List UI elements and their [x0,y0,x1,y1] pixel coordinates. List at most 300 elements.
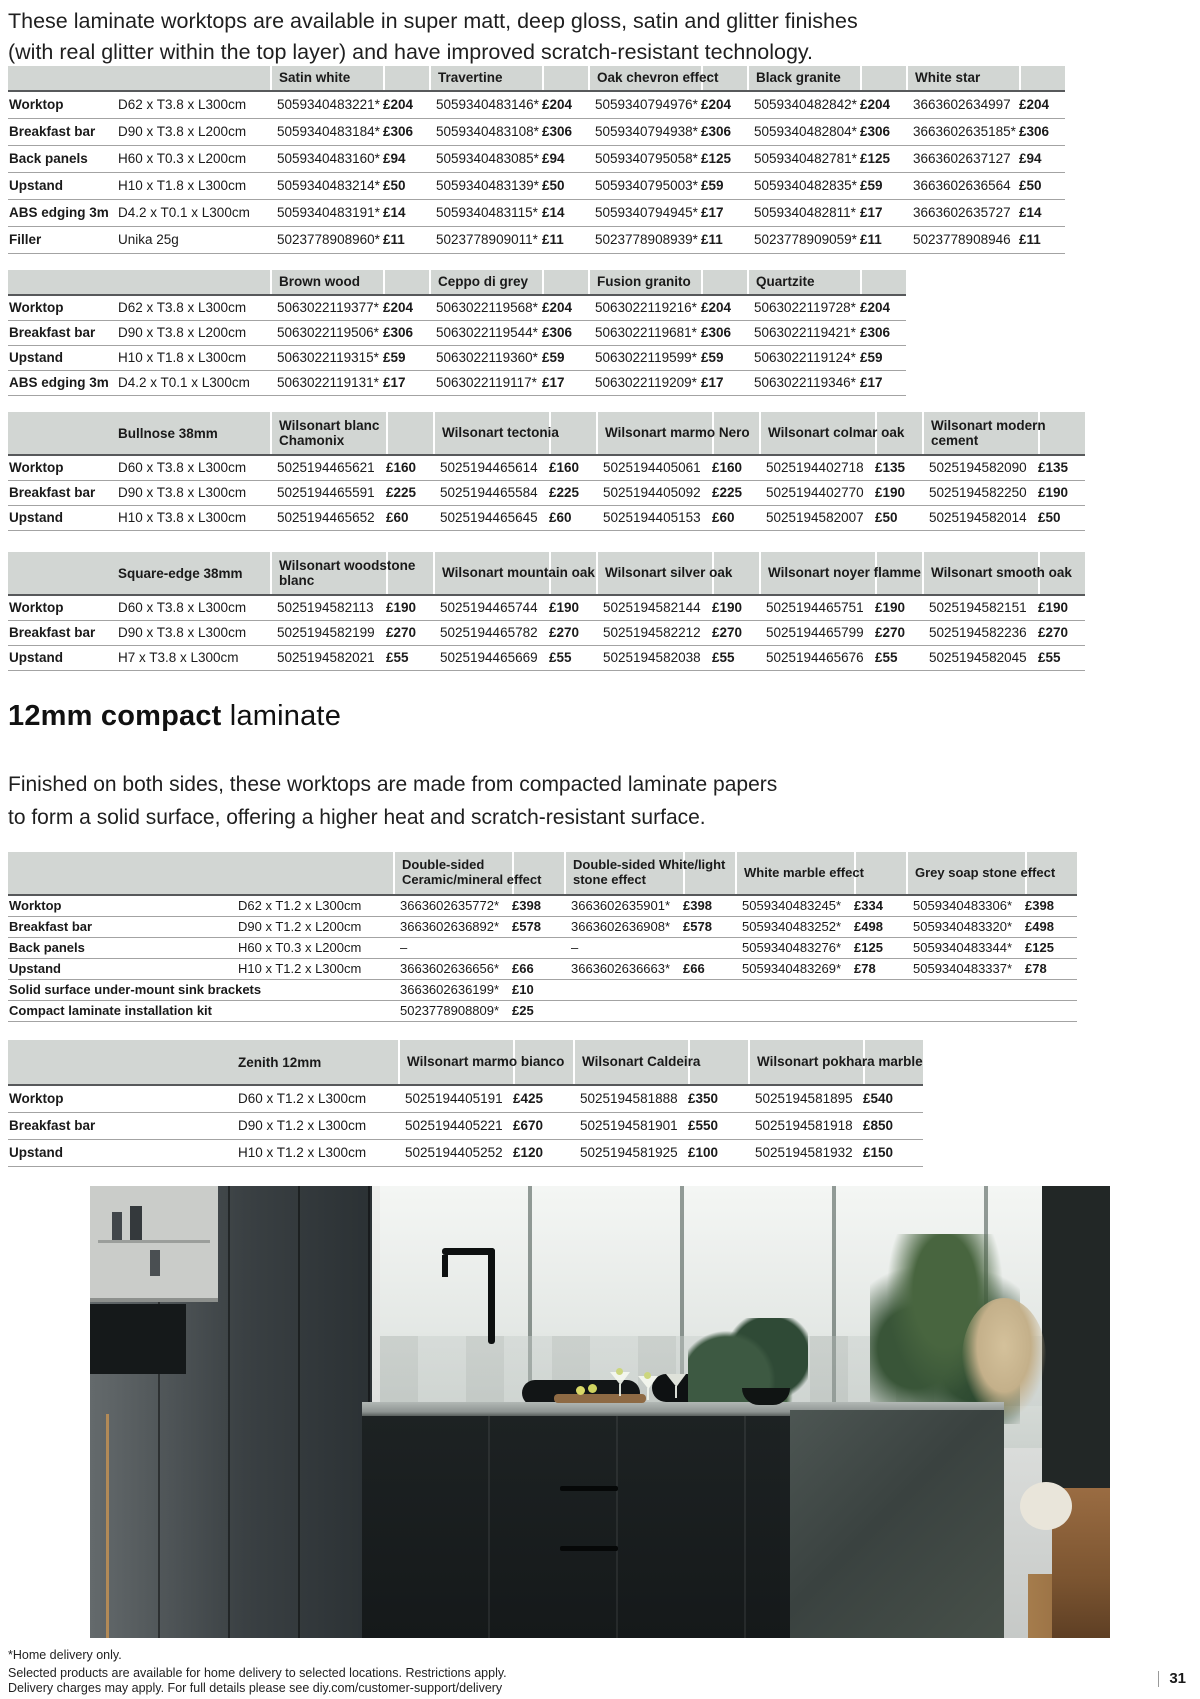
table-row [8,200,1065,227]
footer-notes [8,1666,507,1696]
row-dimensions: D90 x T3.8 x L300cm [118,485,247,500]
price: £50 [1038,510,1061,525]
photo-glassware [130,1206,142,1240]
product-code: 5025194581895 [755,1091,853,1106]
price: £135 [1038,460,1069,475]
table-row [8,227,1065,254]
price: £190 [1038,485,1069,500]
section-body [8,768,868,834]
photo-drawer-handle [560,1546,618,1551]
price: £50 [1019,178,1042,193]
row-label: Upstand [9,650,63,665]
row-dimensions: H10 x T1.8 x L300cm [118,178,247,193]
row-label: ABS edging 3m [9,205,109,220]
photo-tap-spout [442,1255,448,1277]
row-label: Worktop [9,600,64,615]
column-header: Double-sided White/light stone effect [564,852,735,894]
row-dimensions: D4.2 x T0.1 x L300cm [118,375,250,390]
price: £55 [386,650,409,665]
section-heading [8,700,341,733]
column-header: Wilsonart smooth oak [922,552,1085,594]
price: £540 [863,1091,894,1106]
product-code [906,1001,1025,1021]
price: £135 [875,460,906,475]
table-row [8,980,1077,1001]
price: £204 [542,97,573,112]
product-code: 3663602636663* [571,961,671,976]
product-code: 5025194465782 [440,625,538,640]
row-dimensions: H10 x T1.2 x L300cm [238,1145,367,1160]
column-header: Wilsonart noyer flamme [759,552,922,594]
price: £306 [860,325,891,340]
price: £204 [701,300,732,315]
row-label: Worktop [9,97,64,112]
product-code: 5025194582151 [929,600,1027,615]
column-header: Double-sided Ceramic/mineral effect [393,852,564,894]
table-row [8,646,1085,671]
product-code: 5025194581901 [580,1118,678,1133]
row-dimensions [238,980,393,1000]
price: £25 [512,1003,534,1018]
table-row [8,506,1085,531]
product-code: 5025194582113 [277,600,374,615]
price: £14 [542,205,565,220]
product-code [735,980,854,1000]
price: £160 [712,460,743,475]
row-dimensions: H60 x T0.3 x L200cm [238,940,362,955]
intro-line-1: These laminate worktops are available in super matt, deep gloss, satin and glitter finishes [8,9,858,33]
footer-note-charges: Delivery charges may apply. For full details please see diy.com/customer-support/delivery [8,1681,503,1695]
product-code: 5059340483191* [277,205,380,220]
product-code: 5025194402718 [766,460,864,475]
product-code: 5025194582212 [603,625,701,640]
photo-lemon [588,1384,597,1393]
product-code: 5023778908946 [913,232,1011,247]
product-code: 5059340794938* [595,124,698,139]
price: £270 [712,625,743,640]
table-row [8,621,1085,646]
page-number-divider [1158,1671,1159,1687]
row-dimensions: Unika 25g [118,232,179,247]
column-header: Wilsonart colmar oak [759,412,922,454]
product-code: 5025194465676 [766,650,864,665]
column-header: Quartzite [747,270,906,294]
column-header: Wilsonart woodstone blanc [270,552,433,594]
price: £225 [712,485,743,500]
product-code: 5023778909011* [436,232,538,247]
price: £66 [683,961,705,976]
row-label: Upstand [9,350,63,365]
table-header [8,1040,923,1086]
product-code: 3663602636656* [400,961,500,976]
table-row [8,92,1065,119]
product-code: 5059340483269* [742,961,842,976]
price: £50 [542,178,565,193]
row-dimensions: D90 x T3.8 x L200cm [118,325,247,340]
product-code: 5025194465621 [277,460,375,475]
footer-note-home-delivery: *Home delivery only. [8,1648,122,1662]
photo-glassware [150,1250,160,1276]
price: £225 [549,485,580,500]
product-code: 5063022119216* [595,300,697,315]
photo-cushion [1020,1482,1072,1530]
product-code: 3663602637127 [913,151,1011,166]
row-dimensions: D90 x T1.2 x L200cm [238,919,362,934]
product-code: 5059340483108* [436,124,539,139]
table-row [8,1140,923,1167]
product-code: 5063022119377* [277,300,379,315]
product-code: 5025194465744 [440,600,538,615]
price: £204 [860,97,891,112]
column-header: Wilsonart silver oak [596,552,759,594]
column-header: White marble effect [735,852,906,894]
product-code: 5059340483184* [277,124,380,139]
price: £78 [1025,961,1047,976]
price: £190 [386,600,417,615]
table-row [8,1113,923,1140]
price: £10 [512,982,534,997]
product-code: 5023778908809* [400,1003,500,1018]
photo-drawer-handle [560,1486,618,1491]
price [683,938,735,958]
product-code: 3663602635727 [913,205,1011,220]
product-table-2 [8,270,906,396]
product-code: 5025194581918 [755,1118,853,1133]
column-header: Fusion granito [588,270,747,294]
section-heading-regular: laminate [221,700,342,732]
table-corner-label [8,852,393,894]
price: £94 [383,151,406,166]
price: £425 [513,1091,544,1106]
product-code: 5063022119728* [754,300,856,315]
product-code: 5063022119131* [277,375,379,390]
table-row [8,896,1077,917]
column-header: Wilsonart marmo Nero [596,412,759,454]
photo-martini-glass [647,1388,649,1400]
row-dimensions: H10 x T1.8 x L300cm [118,350,247,365]
row-dimensions: H10 x T3.8 x L300cm [118,510,247,525]
product-code: 5059340794976* [595,97,698,112]
product-code: 5059340483320* [913,919,1013,934]
column-header: Wilsonart tectonia [433,412,596,454]
price: £59 [701,350,724,365]
product-code: 5063022119421* [754,325,856,340]
price [683,980,735,1000]
row-dimensions: D62 x T3.8 x L300cm [118,97,247,112]
price: £59 [860,350,883,365]
photo-stone-end-panel [790,1410,1004,1638]
price: £60 [549,510,572,525]
table-row [8,596,1085,621]
price: £204 [701,97,732,112]
price: £190 [875,600,906,615]
row-dimensions [238,1001,393,1021]
product-code: 5063022119360* [436,350,538,365]
table-row [8,173,1065,200]
price: £306 [701,325,732,340]
column-header: Satin white [270,66,429,90]
column-header: Brown wood [270,270,429,294]
product-code: 5025194582144 [603,600,701,615]
column-header: Black granite [747,66,906,90]
price: £94 [1019,151,1042,166]
price: £55 [712,650,735,665]
price [1025,980,1077,1000]
price: £14 [383,205,406,220]
price: £50 [383,178,406,193]
table-row [8,346,906,371]
product-code: 5025194582236 [929,625,1027,640]
price [512,938,564,958]
product-code: 5063022119346* [754,375,856,390]
price: £14 [1019,205,1042,220]
product-code: 5025194582021 [277,650,375,665]
table-row [8,1086,923,1113]
product-code [564,1001,683,1021]
product-code: 5059340482781* [754,151,857,166]
product-code: 5023778908960* [277,232,380,247]
price: £306 [542,124,573,139]
price: £17 [860,375,883,390]
row-dimensions: D62 x T3.8 x L300cm [118,300,247,315]
row-dimensions: H10 x T1.2 x L300cm [238,961,362,976]
row-label: Filler [9,232,42,247]
product-code: 5063022119681* [595,325,697,340]
product-code: 5025194405153 [603,510,701,525]
price: £306 [383,124,414,139]
row-dimensions: H60 x T0.3 x L200cm [118,151,247,166]
section-heading-bold: 12mm compact [8,700,222,732]
product-code: 5059340483252* [742,919,842,934]
intro-text [8,6,1158,68]
table-corner-label: Square-edge 38mm [118,565,243,581]
price: £306 [1019,124,1050,139]
price: £55 [875,650,898,665]
product-code: 5025194582007 [766,510,864,525]
section-body-line-1: Finished on both sides, these worktops are made from compacted laminate papers [8,773,778,796]
intro-line-2: (with real glitter within the top layer) and have improved scratch-resistant technology. [8,40,814,64]
price: £66 [512,961,534,976]
row-dimensions: D90 x T3.8 x L300cm [118,625,247,640]
price: £306 [701,124,732,139]
row-dimensions: D4.2 x T0.1 x L300cm [118,205,250,220]
product-code [906,980,1025,1000]
product-code: 5025194405252 [405,1145,503,1160]
product-code: 5063022119209* [595,375,697,390]
row-label: Worktop [9,1091,64,1106]
product-code: 5059340483160* [277,151,380,166]
photo-glassware [112,1212,122,1240]
row-label: Breakfast bar [9,124,96,139]
product-code: 5025194465751 [766,600,864,615]
product-code: 5025194402770 [766,485,864,500]
product-code: 5059340483221* [277,97,380,112]
table-corner-label: Bullnose 38mm [118,425,218,441]
price: £17 [383,375,406,390]
price: £59 [542,350,565,365]
product-code: 5025194465591 [277,485,375,500]
kitchen-photo [90,1186,1110,1638]
row-dimensions: D62 x T1.2 x L300cm [238,898,362,913]
table-header [8,552,1085,596]
photo-shelf-line [98,1240,210,1243]
price: £190 [1038,600,1069,615]
row-label: Upstand [9,510,63,525]
product-code: 5025194582250 [929,485,1027,500]
product-code: 5025194465652 [277,510,375,525]
table-row [8,481,1085,506]
product-code: 5059340483085* [436,151,539,166]
price: £55 [549,650,572,665]
column-header: Wilsonart pokhara marble [748,1040,923,1084]
footer-note-selected: Selected products are available for home delivery to selected locations. Restrictions apply. [8,1666,507,1680]
product-code: 3663602635901* [571,898,671,913]
price: £190 [712,600,743,615]
price: £578 [512,919,541,934]
photo-window-frame [1042,1186,1110,1522]
product-code: 5025194581925 [580,1145,678,1160]
price: £306 [542,325,573,340]
price: £50 [875,510,898,525]
product-code: 5059340482804* [754,124,857,139]
photo-floor-lamp [106,1414,109,1638]
table-header [8,66,1065,92]
price: £100 [688,1145,719,1160]
table-row [8,371,906,396]
product-code: 5025194405061 [603,460,701,475]
price: £11 [383,232,405,247]
row-label: Breakfast bar [9,325,96,340]
table-corner-label [8,270,270,294]
product-code: 5059340483276* [742,940,842,955]
product-code: – [571,940,579,955]
photo-tap [488,1248,495,1344]
product-code: 5059340795058* [595,151,698,166]
product-code: 5059340482842* [754,97,857,112]
product-code: 3663602636892* [400,919,500,934]
product-code: 5025194465614 [440,460,538,475]
photo-lemon [576,1386,585,1395]
product-code: 5025194465669 [440,650,538,665]
column-header: Wilsonart blanc Chamonix [270,412,433,454]
row-label: Upstand [9,961,61,976]
product-code: 5025194582038 [603,650,701,665]
product-code: 5025194582014 [929,510,1027,525]
price: £204 [383,300,414,315]
photo-garnish [644,1372,651,1379]
price: £160 [386,460,417,475]
product-code: 5025194465799 [766,625,864,640]
product-code: 5063022119544* [436,325,538,340]
row-dimensions: H7 x T3.8 x L300cm [118,650,239,665]
price: £55 [1038,650,1061,665]
page-number-value: 31 [1169,1670,1186,1687]
column-header: Grey soap stone effect [906,852,1077,894]
price: £11 [542,232,564,247]
price: £334 [854,898,883,913]
product-code: 5023778908939* [595,232,698,247]
product-code: 3663602636199* [400,982,500,997]
table-corner-label: Zenith 12mm [238,1054,322,1070]
price: £398 [512,898,541,913]
photo-garnish [616,1368,623,1375]
product-code: 5063022119124* [754,350,856,365]
price: £550 [688,1118,719,1133]
product-code: 5059340482811* [754,205,856,220]
product-code: 5025194465584 [440,485,538,500]
price [854,1001,906,1021]
column-header: Wilsonart modern cement [922,412,1085,454]
product-code: 5023778909059* [754,232,857,247]
price: £125 [860,151,891,166]
product-code: 5063022119506* [277,325,379,340]
product-code: 5059340482835* [754,178,857,193]
product-code: – [400,940,408,955]
price: £125 [1025,940,1054,955]
row-dimensions: D60 x T3.8 x L300cm [118,460,247,475]
price: £120 [513,1145,544,1160]
price: £350 [688,1091,719,1106]
column-header: Ceppo di grey [429,270,588,294]
row-label: Solid surface under-mount sink brackets [9,982,262,997]
row-dimensions: D60 x T1.2 x L300cm [238,1091,367,1106]
product-code: 5059340483245* [742,898,842,913]
price: £270 [549,625,580,640]
product-code: 5025194581888 [580,1091,678,1106]
price: £670 [513,1118,544,1133]
price: £270 [875,625,906,640]
column-header: Wilsonart Caldeira [573,1040,748,1084]
price: £306 [383,325,414,340]
product-code: 3663602636908* [571,919,671,934]
product-table-5 [8,852,1077,1022]
product-code: 5063022119117* [436,375,537,390]
product-code: 5059340483337* [913,961,1013,976]
photo-martini-glass [619,1384,621,1396]
photo-wine-rack [90,1304,186,1374]
product-code: 5063022119315* [277,350,379,365]
table-row [8,296,906,321]
price: £204 [383,97,414,112]
price [1025,1001,1077,1021]
product-code: 5059340483306* [913,898,1013,913]
column-header: Travertine [429,66,588,90]
table-row [8,917,1077,938]
photo-shelf [90,1186,218,1302]
price: £204 [1019,97,1050,112]
photo-pampas-grass [962,1298,1046,1418]
table-corner-label [8,66,270,90]
row-label: Upstand [9,1145,63,1160]
table-header [8,412,1085,456]
row-dimensions: D90 x T1.2 x L300cm [238,1118,367,1133]
price: £270 [386,625,417,640]
product-code: 5063022119599* [595,350,697,365]
price: £78 [854,961,876,976]
table-header [8,270,906,296]
price: £160 [549,460,580,475]
price: £398 [683,898,712,913]
price: £225 [386,485,417,500]
product-code: 5059340483115* [436,205,538,220]
price: £125 [701,151,732,166]
price: £125 [854,940,883,955]
product-code: 5025194405191 [405,1091,503,1106]
price: £17 [542,375,565,390]
photo-martini-glass [675,1386,677,1398]
column-header: Oak chevron effect [588,66,747,90]
photo-chopping-board [554,1394,646,1403]
